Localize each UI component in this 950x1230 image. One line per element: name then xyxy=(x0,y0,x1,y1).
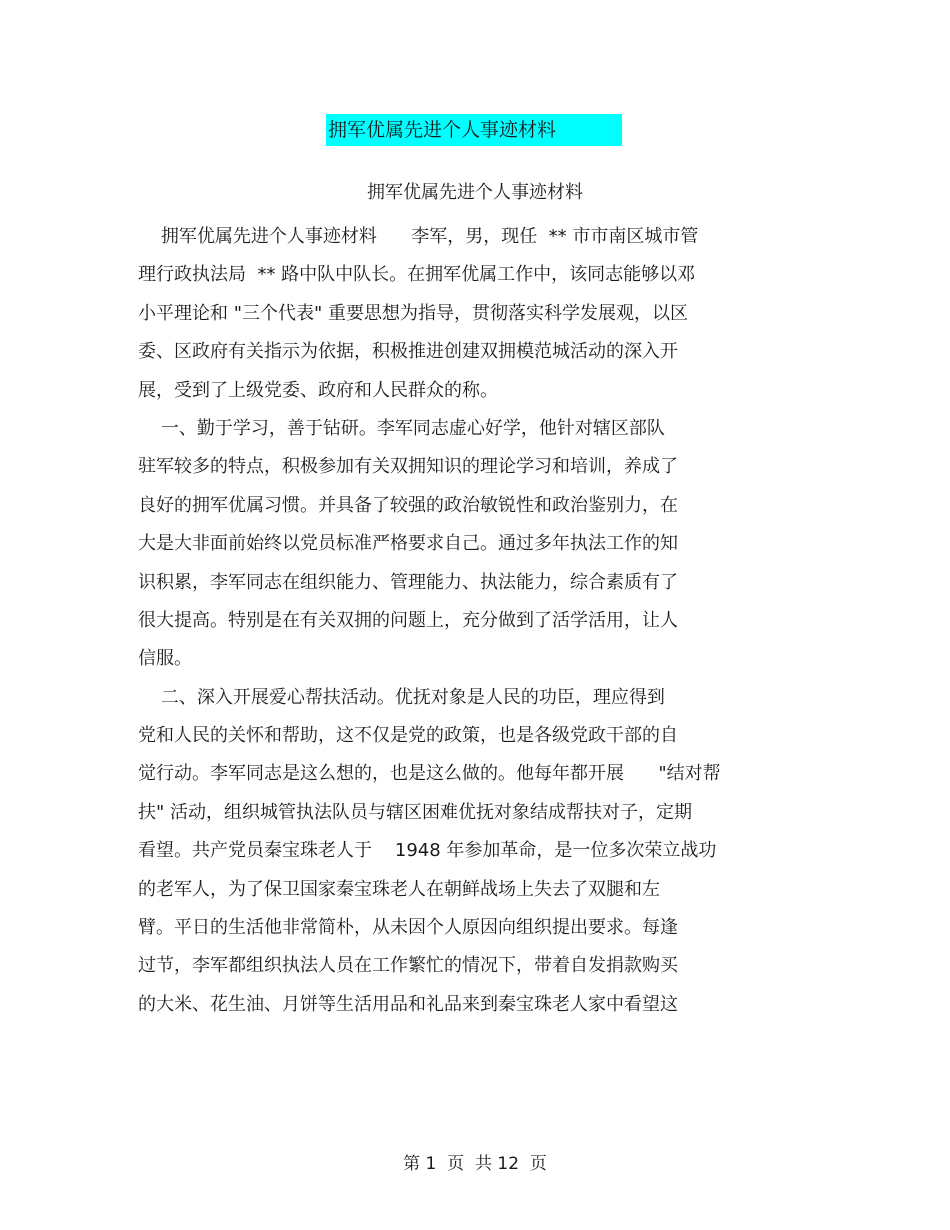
body-line: 小平理论和 "三个代表" 重要思想为指导，贯彻落实科学发展观，以区 xyxy=(138,302,688,324)
body-line: 的大米、花生油、月饼等生活用品和礼品来到秦宝珠老人家中看望这 xyxy=(138,993,678,1015)
document-body xyxy=(138,218,818,1024)
body-line: 二、深入开展爱心帮扶活动。优抚对象是人民的功臣，理应得到 xyxy=(138,686,665,708)
body-line: 良好的拥军优属习惯。并具备了较强的政治敏锐性和政治鉴别力，在 xyxy=(138,494,678,516)
body-line: 臂。平日的生活他非常简朴，从未因个人原因向组织提出要求。每逢 xyxy=(138,917,678,939)
document-title: 拥军优属先进个人事迹材料 xyxy=(326,114,622,146)
body-line: 理行政执法局 ** 路中队中队长。在拥军优属工作中，该同志能够以邓 xyxy=(138,264,696,286)
body-line: 驻军较多的特点，积极参加有关双拥知识的理论学习和培训，养成了 xyxy=(138,456,678,478)
body-line: 委、区政府有关指示为依据，积极推进创建双拥模范城活动的深入开 xyxy=(138,341,678,363)
body-line: 识积累，李军同志在组织能力、管理能力、执法能力，综合素质有了 xyxy=(138,571,678,593)
body-line: 展，受到了上级党委、政府和人民群众的称。 xyxy=(138,379,498,401)
page-number-footer: 第 1 页 共 12 页 xyxy=(403,1154,547,1174)
body-line: 看望。共产党员秦宝珠老人于 1948 年参加革命，是一位多次荣立战功 xyxy=(138,840,717,862)
body-line: 觉行动。李军同志是这么想的，也是这么做的。他每年都开展 "结对帮 xyxy=(138,763,721,785)
body-line: 拥军优属先进个人事迹材料 李军，男，现任 ** 市市南区城市管 xyxy=(138,226,699,247)
body-line: 很大提高。特别是在有关双拥的问题上，充分做到了活学活用，让人 xyxy=(138,609,678,631)
body-line: 过节，李军都组织执法人员在工作繁忙的情况下，带着自发捐款购买 xyxy=(138,955,678,977)
body-line: 扶" 活动，组织城管执法队员与辖区困难优抚对象结成帮扶对子，定期 xyxy=(138,801,692,823)
body-line: 信服。 xyxy=(138,648,192,670)
body-line: 大是大非面前始终以党员标准严格要求自己。通过多年执法工作的知 xyxy=(138,533,678,555)
body-line: 一、勤于学习，善于钻研。李军同志虚心好学，他针对辖区部队 xyxy=(138,417,665,439)
body-line: 的老军人，为了保卫国家秦宝珠老人在朝鲜战场上失去了双腿和左 xyxy=(138,878,660,900)
document-subtitle: 拥军优属先进个人事迹材料 xyxy=(367,182,583,203)
body-line: 党和人民的关怀和帮助，这不仅是党的政策，也是各级党政干部的自 xyxy=(138,725,678,747)
